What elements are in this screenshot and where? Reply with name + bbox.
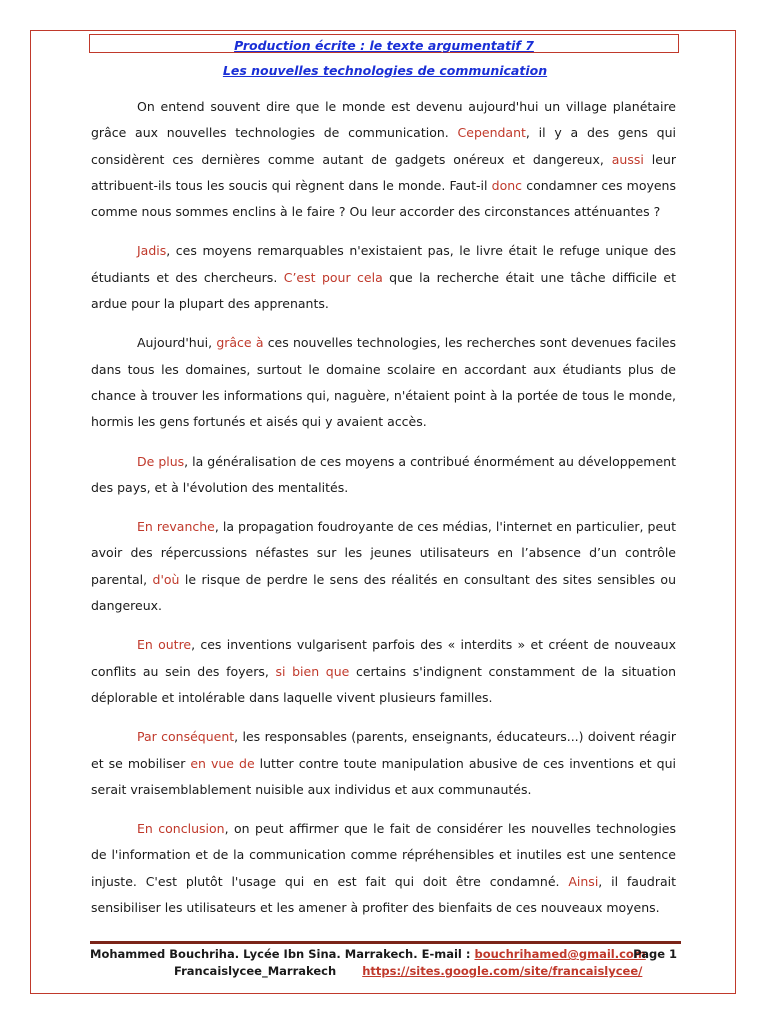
paragraph-text: , la propagation foudroyante de ces médias, l'internet en particulier, peut avoir des répercussions néfastes sur les jeunes utilisateurs en l’absence d’un contrôle parental, [91, 519, 676, 587]
paragraph-text: ces nouvelles technologies, les recherches sont devenues faciles dans tous les domaines, surtout le domaine scolaire en accordant aux étudiants plus de chance à trouver les informations qui, naguère, n'étaient point à la portée de tous le monde, hormis les gens fortunés et aisés qui y avaient accès. [91, 335, 676, 430]
connector-word: en vue de [190, 755, 255, 771]
connector-word: grâce à [216, 335, 264, 351]
footer-author: Mohammed Bouchriha. Lycée Ibn Sina. Marrakech. E-mail : [90, 947, 475, 961]
connector-word: d'où [152, 571, 180, 587]
paragraph-de-plus [91, 449, 676, 502]
footer [90, 946, 681, 980]
paragraph-en-outre [91, 632, 676, 711]
paragraph-text: que la recherche était une tâche difficile et ardue pour la plupart des apprenants. [91, 269, 676, 312]
paragraph-conclusion [91, 816, 676, 921]
paragraph-en-revanche [91, 514, 676, 619]
document-body [91, 94, 676, 921]
paragraph-text: , la généralisation de ces moyens a contribué énormément au développement des pays, et à l'évolution des mentalités. [91, 453, 676, 495]
paragraph-text: On entend souvent dire que le monde est devenu aujourd'hui un village planétaire grâce aux nouvelles technologies de communication. [91, 99, 676, 141]
connector-word: Par conséquent [137, 729, 235, 745]
footer-divider [90, 941, 681, 944]
connector-word: De plus [137, 453, 185, 469]
document-title: Production écrite : le texte argumentatif 7 [234, 38, 534, 53]
paragraph-text: le risque de perdre le sens des réalités en consultant des sites sensibles ou dangereux. [91, 571, 676, 614]
connector-word: C’est pour cela [283, 269, 383, 285]
paragraph-text: , on peut affirmer que le fait de considérer les nouvelles technologies de l'information et de la communication comme répréhensibles et inutiles est une sentence injuste. C'est plutôt l'usage qui en est fait qui doit être condamné. [91, 821, 676, 889]
connector-word: Cependant [457, 125, 526, 141]
connector-word: si bien que [275, 663, 350, 679]
footer-site-name: Francaislycee_Marrakech [174, 964, 337, 978]
connector-word: En outre [137, 637, 192, 653]
connector-word: En conclusion [137, 821, 225, 837]
footer-site-link[interactable]: https://sites.google.com/site/francaislycee/ [362, 964, 643, 978]
connector-word: Jadis [137, 243, 167, 259]
paragraph-text: Aujourd'hui, [137, 335, 217, 351]
page-number: Page 1 [633, 947, 677, 961]
paragraph-text: lutter contre toute manipulation abusive de ces inventions et qui serait vraisemblablement nuisible aux individus et aux communautés. [91, 755, 676, 797]
footer-email-link[interactable]: bouchrihamed@gmail.com [474, 947, 646, 961]
paragraph-aujourdhui [91, 330, 676, 435]
connector-word: donc [491, 177, 523, 193]
document-subtitle: Les nouvelles technologies de communication [222, 63, 548, 78]
title-box [89, 34, 679, 53]
paragraph-text: condamner ces moyens comme nous sommes enclins à le faire ? Ou leur accorder des circonstances atténuantes ? [91, 177, 676, 220]
paragraph-jadis [91, 238, 676, 317]
connector-word: Ainsi [568, 873, 599, 889]
paragraph-text: , il y a des gens qui considèrent ces dernières comme autant de gadgets onéreux et dangereux, [91, 125, 676, 167]
paragraph-text: , ces moyens remarquables n'existaient pas, le livre était le refuge unique des étudiants et des chercheurs. [91, 243, 676, 285]
paragraph-text: , il faudrait sensibiliser les utilisateurs et les amener à profiter des bienfaits de ces nouveaux moyens. [91, 873, 676, 916]
paragraph-text: , les responsables (parents, enseignants, éducateurs...) doivent réagir et se mobiliser [91, 729, 676, 771]
paragraph-text: leur attribuent-ils tous les soucis qui règnent dans le monde. Faut-il [91, 151, 676, 193]
connector-word: aussi [611, 151, 644, 167]
connector-word: En revanche [137, 519, 215, 535]
paragraph-text: certains s'indignent constamment de la situation déplorable et intolérable dans laquelle vivent plusieurs familles. [91, 663, 677, 705]
paragraph-text: , ces inventions vulgarisent parfois des « interdits » et créent de nouveaux conflits au sein des foyers, [91, 637, 676, 679]
paragraph-par-consequent [91, 724, 676, 803]
paragraph-intro [91, 94, 676, 225]
